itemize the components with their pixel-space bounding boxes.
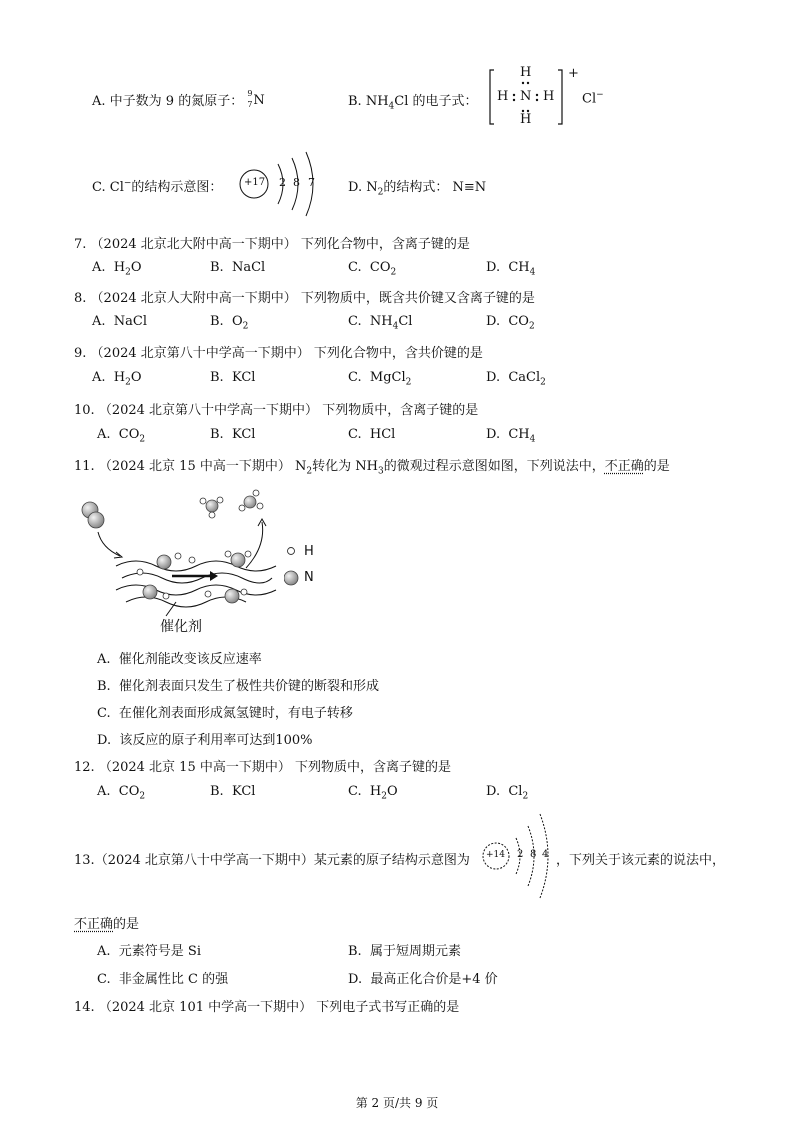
- nuclide-notation: 9 7 N: [247, 88, 265, 109]
- q13-option-b: B. 属于短周期元素: [348, 944, 461, 959]
- si-atom-structure-diagram: +14 2 8 4: [478, 812, 554, 900]
- q6-option-b: B. $NH_4Cl$ 的电子式：: [348, 94, 478, 112]
- catalyst-reaction-diagram: [76, 486, 336, 638]
- question-10: 10. （2024 北京第八十中学高一下期中） 下列物质中，含离子键的是: [74, 403, 479, 418]
- q7-option-d: D. $CH_4$: [486, 260, 536, 278]
- page-number: 第 2 页/共 9 页: [355, 1096, 439, 1110]
- q6-option-d: D. $N_2$的结构式： N≡N: [348, 180, 487, 198]
- q7-option-c: C. $CO_2$: [348, 260, 397, 278]
- q10-option-d: D. $CH_4$: [486, 427, 536, 445]
- q8-option-d: D. $CO_2$: [486, 314, 535, 332]
- chloride-ion: Cl−: [582, 90, 604, 107]
- q6-option-a: A. 中子数为 9 的氮原子： 9 7 N: [92, 90, 267, 111]
- q7-option-a: A. $H_2O$: [92, 260, 142, 278]
- q13-option-a: A. 元素符号是 Si: [97, 944, 201, 959]
- q6-option-c: C. Cl−的结构示意图：: [92, 178, 223, 195]
- q12-option-b: B. KCl: [210, 784, 256, 799]
- q13-option-c: C. 非金属性比 C 的强: [97, 972, 229, 987]
- question-13-line2: 不正确的是: [74, 917, 140, 932]
- legend-atom-icons: [284, 544, 304, 588]
- q8-option-c: C. $NH_4Cl$: [348, 314, 413, 332]
- q11-option-d: D. 该反应的原子利用率可达到100%: [97, 733, 313, 748]
- q10-option-b: B. KCl: [210, 427, 256, 442]
- q9-option-a: A. $H_2O$: [92, 370, 142, 388]
- q11-option-b: B. 催化剂表面只发生了极性共价键的断裂和形成: [97, 679, 379, 694]
- question-7: 7. （2024 北京北大附中高一下期中） 下列化合物中，含离子键的是: [74, 237, 470, 252]
- legend-h-label: H: [304, 544, 314, 559]
- q7-option-b: B. NaCl: [210, 260, 266, 275]
- q9-option-c: C. MgCl$_2$: [348, 370, 412, 388]
- q8-option-a: A. NaCl: [92, 314, 148, 329]
- q12-option-d: D. $Cl_2$: [486, 784, 529, 802]
- catalyst-label: 催化剂: [160, 619, 202, 635]
- q12-option-c: C. $H_2O$: [348, 784, 398, 802]
- question-12: 12. （2024 北京 15 中高一下期中） 下列物质中，含离子键的是: [74, 760, 452, 775]
- legend-n-label: N: [304, 570, 314, 585]
- q9-option-d: D. CaCl$_2$: [486, 370, 546, 388]
- q10-option-c: C. HCl: [348, 427, 396, 442]
- cl-ion-structure-diagram: +17 2 8 7: [234, 150, 324, 218]
- question-14: 14. （2024 北京 101 中学高一下期中） 下列电子式书写正确的是: [74, 1000, 460, 1015]
- q9-option-b: B. KCl: [210, 370, 256, 385]
- question-8: 8. （2024 北京人大附中高一下期中） 下列物质中，既含共价键又含离子键的是: [74, 291, 535, 306]
- q11-option-c: C. 在催化剂表面形成氮氢键时，有电子转移: [97, 706, 353, 721]
- q10-option-a: A. $CO_2$: [97, 427, 146, 445]
- q13-option-d: D. 最高正化合价是+4 价: [348, 972, 498, 987]
- question-13: 13.（2024 北京第八十中学高一下期中）某元素的原子结构示意图为: [74, 853, 470, 868]
- question-11: 11. （2024 北京 15 中高一下期中） $N_2$转化为 $NH_3$的微观过程示意图如图，下列说法中，不正确的是: [74, 459, 670, 477]
- q8-option-b: B. $O_2$: [210, 314, 249, 332]
- question-13-stem-tail: ，下列关于该元素的说法中，: [556, 853, 726, 868]
- q12-option-a: A. $CO_2$: [97, 784, 146, 802]
- question-9: 9. （2024 北京第八十中学高一下期中） 下列化合物中，含共价键的是: [74, 346, 483, 361]
- q11-option-a: A. 催化剂能改变该反应速率: [97, 652, 262, 667]
- nh4cl-electron-dot-diagram: H H N H H + Cl−: [486, 66, 606, 128]
